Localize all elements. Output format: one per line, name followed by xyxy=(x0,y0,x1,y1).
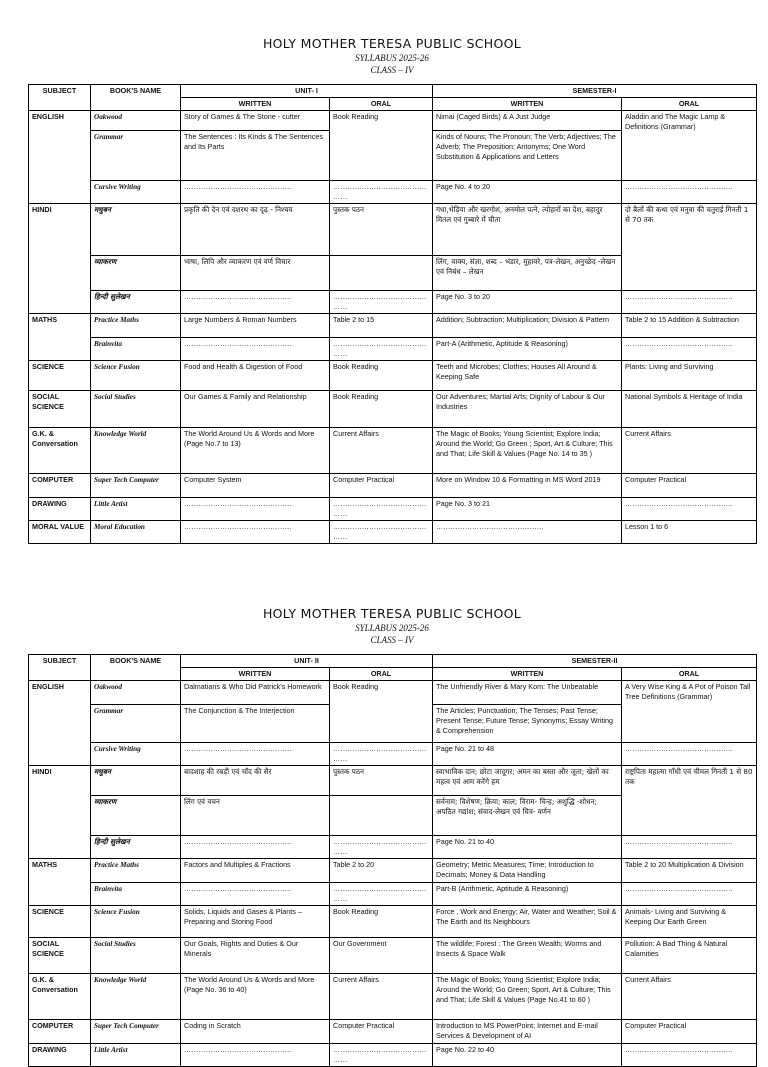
book-cell: Science Fusion xyxy=(91,906,181,938)
semester-written-cell: Geometry; Metric Measures; Time; Introduction to Decimals; Money & Data Handling xyxy=(433,859,622,883)
table-row xyxy=(29,428,757,474)
semester-written-cell: लिंग, वाक्य, संज्ञा, शब्द – भंडार, मुहावरे, पत्र-लेखन, अनुच्छेद -लेखन एवं निबंध – लेखन xyxy=(433,256,622,291)
semester-oral-cell: ……………………………………… xyxy=(622,338,757,361)
book-header: BOOK'S NAME xyxy=(91,655,181,681)
semester-oral-cell: ……………………………………… xyxy=(622,743,757,766)
unit-oral-cell: ……………………………………… xyxy=(330,1044,433,1067)
unit-oral-cell: Current Affairs xyxy=(330,974,433,1020)
semester-oral-cell: National Symbols & Heritage of India xyxy=(622,391,757,428)
unit-written-cell: लिंग एवं वचन xyxy=(181,796,330,836)
semester-oral-cell: Aladdin and The Magic Lamp & Definitions (Grammar) xyxy=(622,111,757,181)
semester-oral-cell: ……………………………………… xyxy=(622,1044,757,1067)
unit-oral-cell: पुस्तक पठन xyxy=(330,204,433,256)
table-row xyxy=(29,521,757,544)
book-cell: Practice Maths xyxy=(91,859,181,883)
semester-written-cell: Kinds of Nouns; The Pronoun; The Verb; Adjectives; The Adverb; The Preposition; Antonyms; One Word Substitution & Applications and Letters xyxy=(433,131,622,181)
book-cell: Moral Education xyxy=(91,521,181,544)
book-cell: व्याकरण xyxy=(91,256,181,291)
subject-cell: SCIENCE xyxy=(29,361,91,391)
unit-written-cell: ……………………………………… xyxy=(181,181,330,204)
book-cell: Super Tech Computer xyxy=(91,474,181,498)
table-row xyxy=(29,883,757,906)
semester-written-cell: The Magic of Books; Young Scientist; Explore India; Around the World; Go Green ; Sport, Art & Culture; This and That; Life Skill & Values (Page No. 14 to 35 ) xyxy=(433,428,622,474)
semester-oral-cell: A Very Wise King & A Pot of Poison Tall Tree Definitions (Grammar) xyxy=(622,681,757,743)
table-row xyxy=(29,681,757,705)
book-cell: हिन्दी सुलेखन xyxy=(91,291,181,314)
book-cell: व्याकरण xyxy=(91,796,181,836)
table-row xyxy=(29,766,757,796)
semester-written-cell: Force , Work and Energy; Air, Water and Weather; Soil & The Earth and Its Neighbours xyxy=(433,906,622,938)
unit-written-cell: ……………………………………… xyxy=(181,498,330,521)
semester-written-cell: Page No. 3 to 20 xyxy=(433,291,622,314)
unit-oral-cell: Our Government xyxy=(330,938,433,974)
unit-oral-cell: Book Reading xyxy=(330,391,433,428)
unit-oral-header: ORAL xyxy=(330,668,433,681)
unit-oral-cell: ……………………………………… xyxy=(330,521,433,544)
table-row xyxy=(29,974,757,1020)
unit-oral-cell: पुस्तक पठन xyxy=(330,766,433,796)
book-cell: Grammar xyxy=(91,131,181,181)
school-title: HOLY MOTHER TERESA PUBLIC SCHOOL xyxy=(262,36,522,51)
unit-oral-cell xyxy=(330,256,433,291)
class-label: CLASS – IV xyxy=(370,65,414,75)
unit-written-cell: Computer System xyxy=(181,474,330,498)
unit-oral-cell: ……………………………………… xyxy=(330,836,433,859)
unit-written-cell: प्रकृति की देन एवं दशरथ का दृढ़ - निश्चय xyxy=(181,204,330,256)
book-cell: Brainvita xyxy=(91,883,181,906)
semester-oral-cell: राष्ट्रपिता महात्मा गाँधी एवं चीमल गिनती 1 से 80 तक xyxy=(622,766,757,836)
table-row xyxy=(29,361,757,391)
book-cell: Little Artist xyxy=(91,1044,181,1067)
unit-written-cell: Large Numbers & Roman Numbers xyxy=(181,314,330,338)
semester-oral-cell: दो बैलों की कथा एवं मनुवा की चतुराई गिनती 1 से 70 तक xyxy=(622,204,757,291)
semester-written-cell: The wildlife; Forest : The Green Wealth; Worms and Insects & Space Walk xyxy=(433,938,622,974)
table-row xyxy=(29,498,757,521)
unit-oral-cell: Table 2 to 15 xyxy=(330,314,433,338)
semester-written-cell: Our Adventures; Martial Arts; Dignity of Labour & Our Industries xyxy=(433,391,622,428)
semester-written-cell: More on Window 10 & Formatting in MS Word 2019 xyxy=(433,474,622,498)
subject-cell: DRAWING xyxy=(29,498,91,521)
table-row xyxy=(29,314,757,338)
subject-cell: MORAL VALUE xyxy=(29,521,91,544)
book-cell: Cursive Writing xyxy=(91,743,181,766)
syllabus-year: SYLLABUS 2025-26 xyxy=(355,623,429,633)
semester-oral-cell: ……………………………………… xyxy=(622,181,757,204)
semester-oral-cell: Table 2 to 15 Addition & Subtraction xyxy=(622,314,757,338)
unit-oral-cell: Table 2 to 20 xyxy=(330,859,433,883)
unit-oral-cell: Current Affairs xyxy=(330,428,433,474)
unit-written-cell: Story of Games & The Stone - cutter xyxy=(181,111,330,131)
semester-written-cell: Introduction to MS PowerPoint; Internet and E-mail Services & Development of AI xyxy=(433,1020,622,1044)
semester-header: SEMESTER-I xyxy=(433,85,757,98)
table-row xyxy=(29,859,757,883)
book-cell: Oakwood xyxy=(91,681,181,705)
semester-oral-cell: ……………………………………… xyxy=(622,883,757,906)
semester-written-cell: Page No. 3 to 21 xyxy=(433,498,622,521)
table-row xyxy=(29,938,757,974)
unit-written-cell: Dalmatians & Who Did Patrick's Homework xyxy=(181,681,330,705)
unit-written-cell: ……………………………………… xyxy=(181,836,330,859)
unit-header: UNIT- II xyxy=(181,655,433,668)
unit-oral-cell: Book Reading xyxy=(330,111,433,181)
semester-written-cell: The Unfriendly River & Mary Kom: The Unbeatable xyxy=(433,681,622,705)
subject-cell: ENGLISH xyxy=(29,111,91,204)
unit-oral-cell: Computer Practical xyxy=(330,474,433,498)
semester-written-cell: Teeth and Microbes; Clothes; Houses All Around & Keeping Safe xyxy=(433,361,622,391)
subject-cell: HINDI xyxy=(29,204,91,314)
semester-oral-cell: Current Affairs xyxy=(622,428,757,474)
subject-header: SUBJECT xyxy=(29,655,91,681)
unit-written-cell: The Sentences : Its Kinds & The Sentences and Its Parts xyxy=(181,131,330,181)
school-title: HOLY MOTHER TERESA PUBLIC SCHOOL xyxy=(262,606,522,621)
book-cell: मधुबन xyxy=(91,766,181,796)
unit-oral-cell: Book Reading xyxy=(330,681,433,743)
book-cell: हिन्दी सुलेखन xyxy=(91,836,181,859)
unit-oral-cell: Book Reading xyxy=(330,361,433,391)
book-cell: Cursive Writing xyxy=(91,181,181,204)
syllabus-table xyxy=(28,654,757,1067)
unit-written-cell: The World Around Us & Words and More (Page No.7 to 13) xyxy=(181,428,330,474)
semester-oral-cell: ……………………………………… xyxy=(622,836,757,859)
semester-written-cell: Addition; Subtraction; Multiplication; Division & Pattern xyxy=(433,314,622,338)
unit-oral-cell: ……………………………………… xyxy=(330,498,433,521)
book-cell: Practice Maths xyxy=(91,314,181,338)
book-cell: Little Artist xyxy=(91,498,181,521)
table-row xyxy=(29,836,757,859)
unit-oral-cell: ……………………………………… xyxy=(330,181,433,204)
book-cell: Grammar xyxy=(91,705,181,743)
unit-written-cell: The World Around Us & Words and More (Page No. 36 to 40) xyxy=(181,974,330,1020)
book-cell: Oakwood xyxy=(91,111,181,131)
book-header: BOOK'S NAME xyxy=(91,85,181,111)
subject-header: SUBJECT xyxy=(29,85,91,111)
semester-oral-header: ORAL xyxy=(622,668,757,681)
table-row xyxy=(29,1044,757,1067)
semester-written-cell: Page No. 21 to 40 xyxy=(433,836,622,859)
unit-written-cell: भाषा, लिपि और व्याकरण एवं वर्ण विचार xyxy=(181,256,330,291)
unit-written-cell: Food and Health & Digestion of Food xyxy=(181,361,330,391)
table-row xyxy=(29,743,757,766)
semester-written-cell: The Magic of Books; Young Scientist; Explore India; Around the World; Go Green; Sport, Art & Culture; This and That; Life Skill & Values (Page No.41 to 60 ) xyxy=(433,974,622,1020)
subject-cell: MATHS xyxy=(29,314,91,361)
subject-cell: SCIENCE xyxy=(29,906,91,938)
semester-written-cell: स्वाभाविक दान; छोटा जादूगर; अमन का बस्ता और जूता; खेलों का महत्व एवं आम करेंगे हम xyxy=(433,766,622,796)
semester-oral-cell: Lesson 1 to 6 xyxy=(622,521,757,544)
unit-written-cell: ……………………………………… xyxy=(181,743,330,766)
unit-written-cell: Our Games & Family and Relationship xyxy=(181,391,330,428)
unit-oral-cell: ……………………………………… xyxy=(330,338,433,361)
subject-cell: HINDI xyxy=(29,766,91,859)
unit-written-cell: ……………………………………… xyxy=(181,338,330,361)
unit-written-cell: ……………………………………… xyxy=(181,1044,330,1067)
book-cell: Knowledge World xyxy=(91,428,181,474)
semester-written-cell: The Articles; Punctuation; The Tenses; Past Tense; Present Tense; Future Tense; Synonyms; Essay Writing & Comprehension xyxy=(433,705,622,743)
syllabus-table xyxy=(28,84,757,544)
semester-oral-cell: Table 2 to 20 Multiplication & Division xyxy=(622,859,757,883)
unit-oral-header: ORAL xyxy=(330,98,433,111)
unit-header: UNIT- I xyxy=(181,85,433,98)
class-label: CLASS – IV xyxy=(370,635,414,645)
book-cell: Science Fusion xyxy=(91,361,181,391)
subject-cell: ENGLISH xyxy=(29,681,91,766)
subject-cell: COMPUTER xyxy=(29,1020,91,1044)
table-row xyxy=(29,391,757,428)
unit-written-cell: ……………………………………… xyxy=(181,521,330,544)
unit-oral-cell: Book Reading xyxy=(330,906,433,938)
subject-cell: COMPUTER xyxy=(29,474,91,498)
book-cell: Knowledge World xyxy=(91,974,181,1020)
semester-written-cell: Part-B (Arithmetic, Aptitude & Reasoning) xyxy=(433,883,622,906)
semester-written-header: WRITTEN xyxy=(433,98,622,111)
semester-written-cell: ……………………………………… xyxy=(433,521,622,544)
semester-oral-cell: ……………………………………… xyxy=(622,498,757,521)
semester-header: SEMESTER-II xyxy=(433,655,757,668)
unit-oral-cell: ……………………………………… xyxy=(330,291,433,314)
semester-oral-cell: Plants: Living and Surviving xyxy=(622,361,757,391)
table-row xyxy=(29,291,757,314)
semester-written-cell: Nimai (Caged Birds) & A Just Judge xyxy=(433,111,622,131)
unit-written-header: WRITTEN xyxy=(181,668,330,681)
unit-written-cell: Coding in Scratch xyxy=(181,1020,330,1044)
table-row xyxy=(29,204,757,256)
unit-oral-cell: ……………………………………… xyxy=(330,883,433,906)
unit-written-cell: ……………………………………… xyxy=(181,291,330,314)
subject-cell: G.K. & Conversation xyxy=(29,974,91,1020)
table-row xyxy=(29,338,757,361)
subject-cell: SOCIAL SCIENCE xyxy=(29,938,91,974)
subject-cell: MATHS xyxy=(29,859,91,906)
semester-written-cell: Part-A (Arithmetic, Aptitude & Reasoning) xyxy=(433,338,622,361)
unit-oral-cell xyxy=(330,796,433,836)
semester-written-cell: Page No. 4 to 20 xyxy=(433,181,622,204)
semester-oral-cell: Computer Practical xyxy=(622,1020,757,1044)
table-row xyxy=(29,111,757,131)
unit-oral-cell: Computer Practical xyxy=(330,1020,433,1044)
syllabus-sheet-1 xyxy=(28,0,756,544)
semester-oral-cell: Computer Practical xyxy=(622,474,757,498)
subject-cell: SOCIAL SCIENCE xyxy=(29,391,91,428)
semester-oral-header: ORAL xyxy=(622,98,757,111)
syllabus-year: SYLLABUS 2025-26 xyxy=(355,53,429,63)
book-cell: Social Studies xyxy=(91,391,181,428)
subject-cell: DRAWING xyxy=(29,1044,91,1067)
semester-oral-cell: Pollution: A Bad Thing & Natural Calamities xyxy=(622,938,757,974)
semester-oral-cell: Animals- Living and Surviving & Keeping Our Earth Green xyxy=(622,906,757,938)
unit-oral-cell: ……………………………………… xyxy=(330,743,433,766)
unit-written-cell: ……………………………………… xyxy=(181,883,330,906)
semester-written-cell: Page No. 21 to 48 xyxy=(433,743,622,766)
book-cell: Brainvita xyxy=(91,338,181,361)
semester-written-cell: सर्वनाम; विशेषण; क्रिया; काल; विराम- चिन्ह; अशुद्धि -शोधन; अपठित गद्यांश; संवाद-लेखन एवं चित्र- वर्णन xyxy=(433,796,622,836)
semester-oral-cell: ……………………………………… xyxy=(622,291,757,314)
unit-written-cell: बादशाह की रबड़ी एवं चाँद की सैर xyxy=(181,766,330,796)
syllabus-sheet-2 xyxy=(28,570,756,1067)
book-cell: मधुबन xyxy=(91,204,181,256)
unit-written-cell: Factors and Multiples & Fractions xyxy=(181,859,330,883)
book-cell: Super Tech Computer xyxy=(91,1020,181,1044)
unit-written-cell: Our Goals, Rights and Duties & Our Minerals xyxy=(181,938,330,974)
semester-written-cell: गधा,भेड़िया और खरगोश, अनमोल पत्ने, त्योहारों का देश, बहादुर मितल एवं गुब्बारे में चीता xyxy=(433,204,622,256)
table-row xyxy=(29,474,757,498)
subject-cell: G.K. & Conversation xyxy=(29,428,91,474)
semester-written-cell: Page No. 22 to 40 xyxy=(433,1044,622,1067)
semester-written-header: WRITTEN xyxy=(433,668,622,681)
table-row xyxy=(29,1020,757,1044)
book-cell: Social Studies xyxy=(91,938,181,974)
table-row xyxy=(29,181,757,204)
unit-written-cell: The Conjunction & The Interjection xyxy=(181,705,330,743)
unit-written-cell: Solids, Liquids and Gases & Plants – Preparing and Storing Food xyxy=(181,906,330,938)
unit-written-header: WRITTEN xyxy=(181,98,330,111)
table-row xyxy=(29,906,757,938)
semester-oral-cell: Current Affairs xyxy=(622,974,757,1020)
